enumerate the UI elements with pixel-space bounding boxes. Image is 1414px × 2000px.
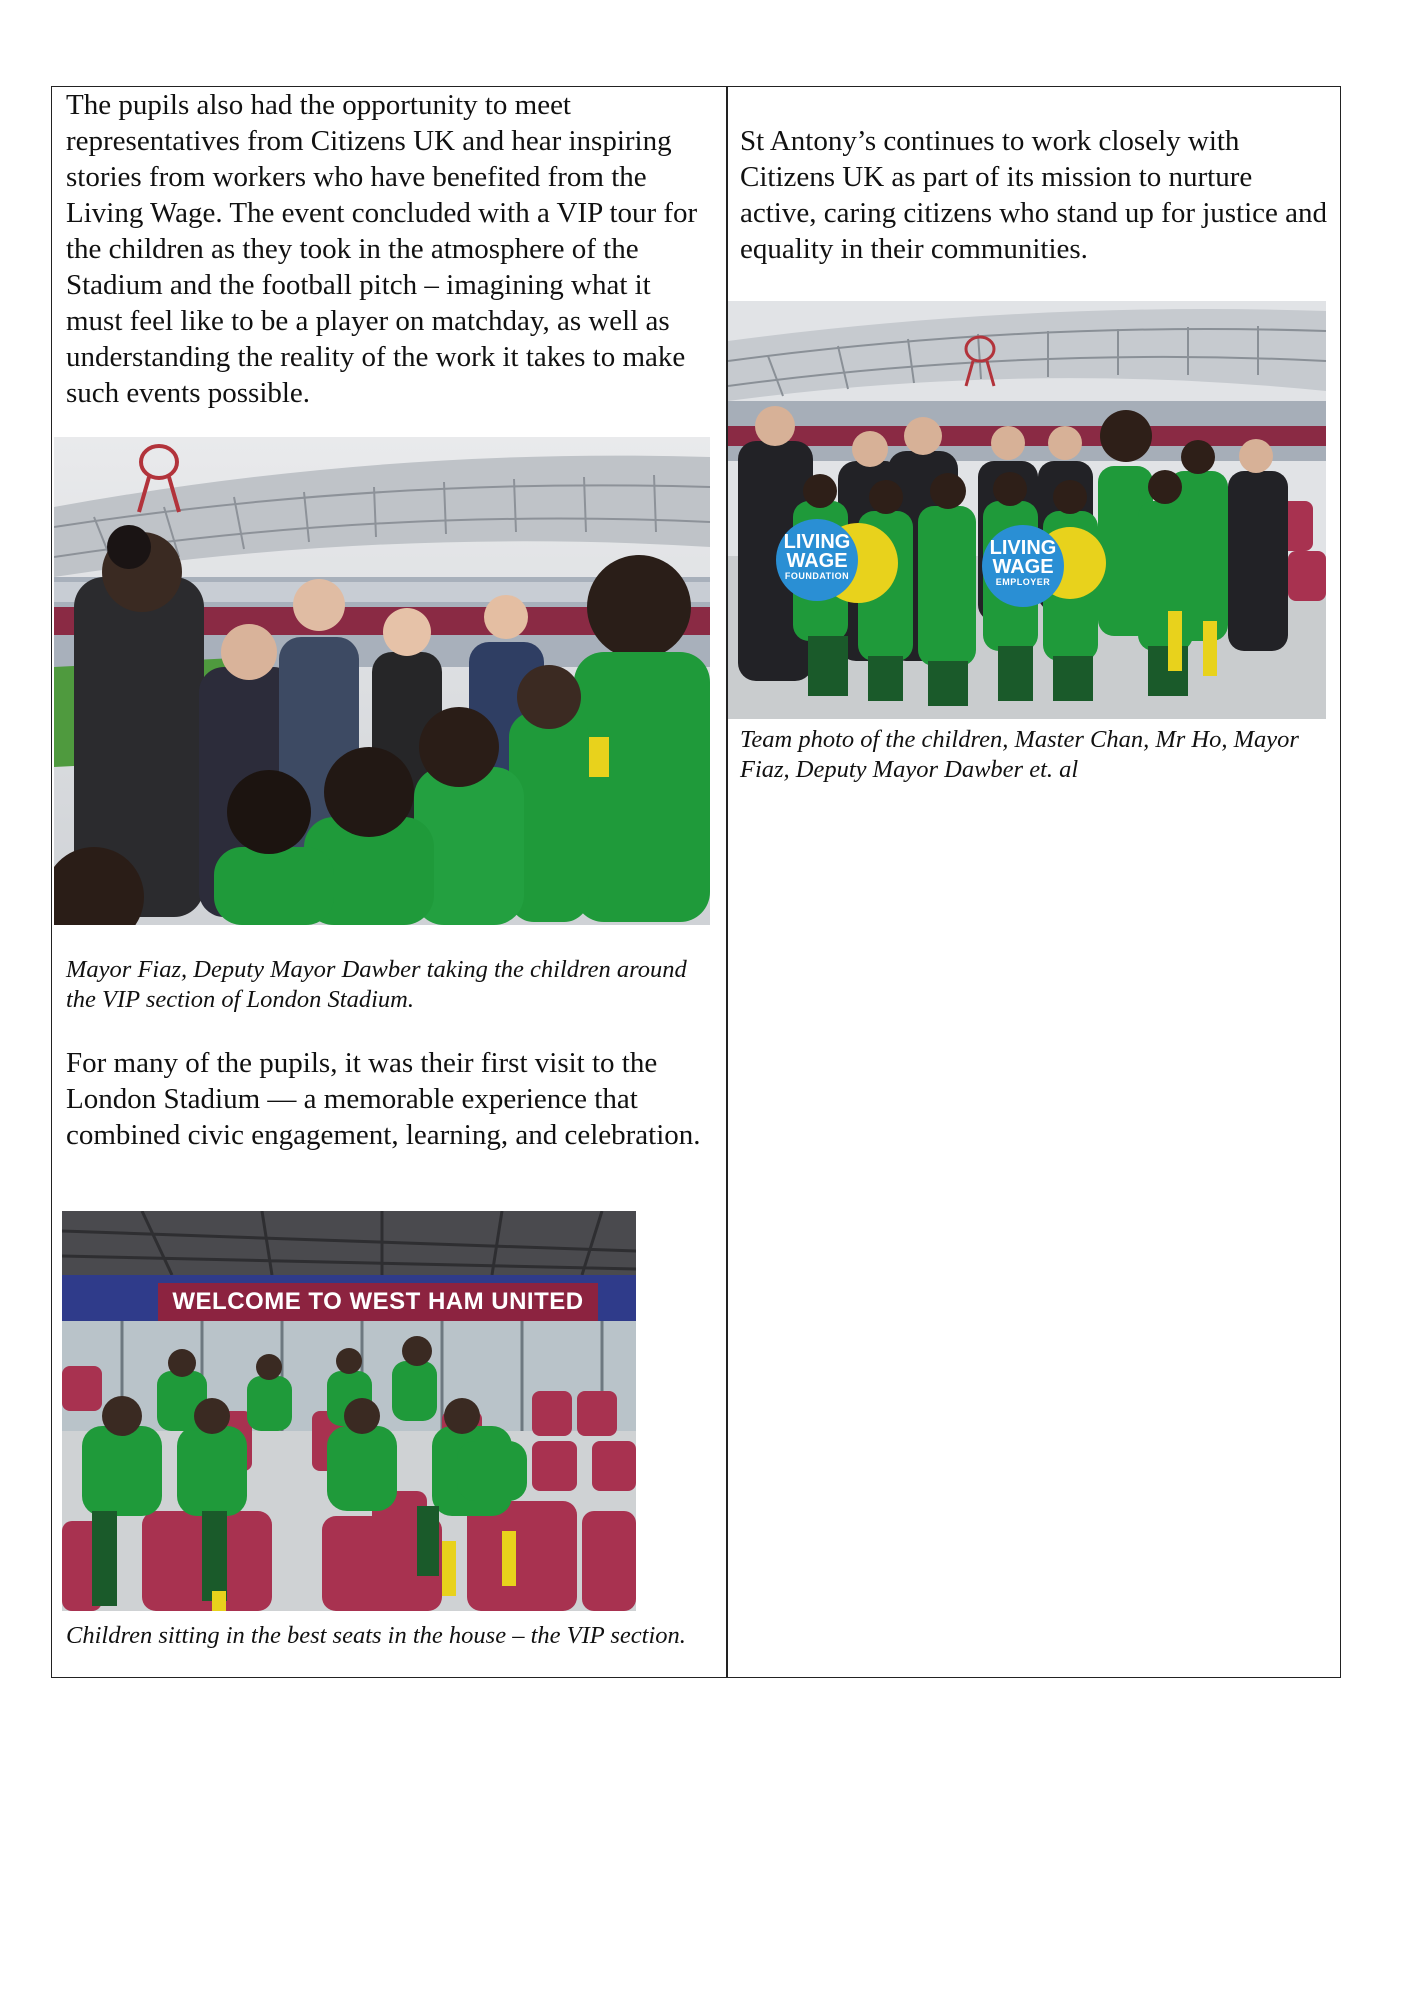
left-column	[52, 87, 726, 1677]
living-wage-foundation-badge	[776, 519, 858, 601]
intro-paragraph: The pupils also had the opportunity to meet representatives from Citizens UK and hear inspiring stories from workers who have benefited from the Living Wage. The event concluded with a VIP tour for the children as they took in the atmosphere of the Stadium and the football pitch – imagining what it must feel like to be a player on matchday, as well as understanding the reality of the work it takes to make such events possible.	[66, 89, 698, 409]
vip-section-caption: Mayor Fiaz, Deputy Mayor Dawber taking the children around the VIP section of London Stadium.	[66, 956, 687, 1013]
right-column	[728, 87, 1340, 1677]
vip-seats-image	[62, 1211, 636, 1611]
content-table	[51, 86, 1341, 1678]
badge-foundation-line2: WAGE	[786, 550, 848, 572]
team-photo-caption: Team photo of the children, Master Chan, Mr Ho, Mayor Fiaz, Deputy Mayor Dawber et. al	[740, 726, 1299, 783]
badge-employer-line3: EMPLOYER	[995, 577, 1051, 587]
photo-vip-seats	[62, 1211, 636, 1611]
photo-vip-section	[54, 437, 710, 925]
badge-employer-line1: LIVING	[989, 537, 1057, 559]
badge-foundation-line1: LIVING	[783, 531, 851, 553]
citizens-uk-paragraph: St Antony’s continues to work closely with Citizens UK as part of its mission to nurture active, caring citizens who stand up for justice and equality in their communities.	[740, 125, 1328, 265]
badge-employer-line2: WAGE	[992, 556, 1054, 578]
badge-foundation-line3: FOUNDATION	[784, 571, 850, 581]
team-photo-image	[728, 301, 1326, 719]
first-visit-paragraph: For many of the pupils, it was their first visit to the London Stadium — a memorable experience that combined civic engagement, learning, and celebration.	[66, 1047, 701, 1151]
vip-section-image	[54, 437, 710, 925]
photo-team	[728, 301, 1326, 719]
living-wage-employer-badge	[982, 525, 1064, 607]
welcome-banner: WELCOME TO WEST HAM UNITED	[158, 1283, 598, 1321]
vip-seats-caption: Children sitting in the best seats in the house – the VIP section.	[66, 1622, 686, 1649]
